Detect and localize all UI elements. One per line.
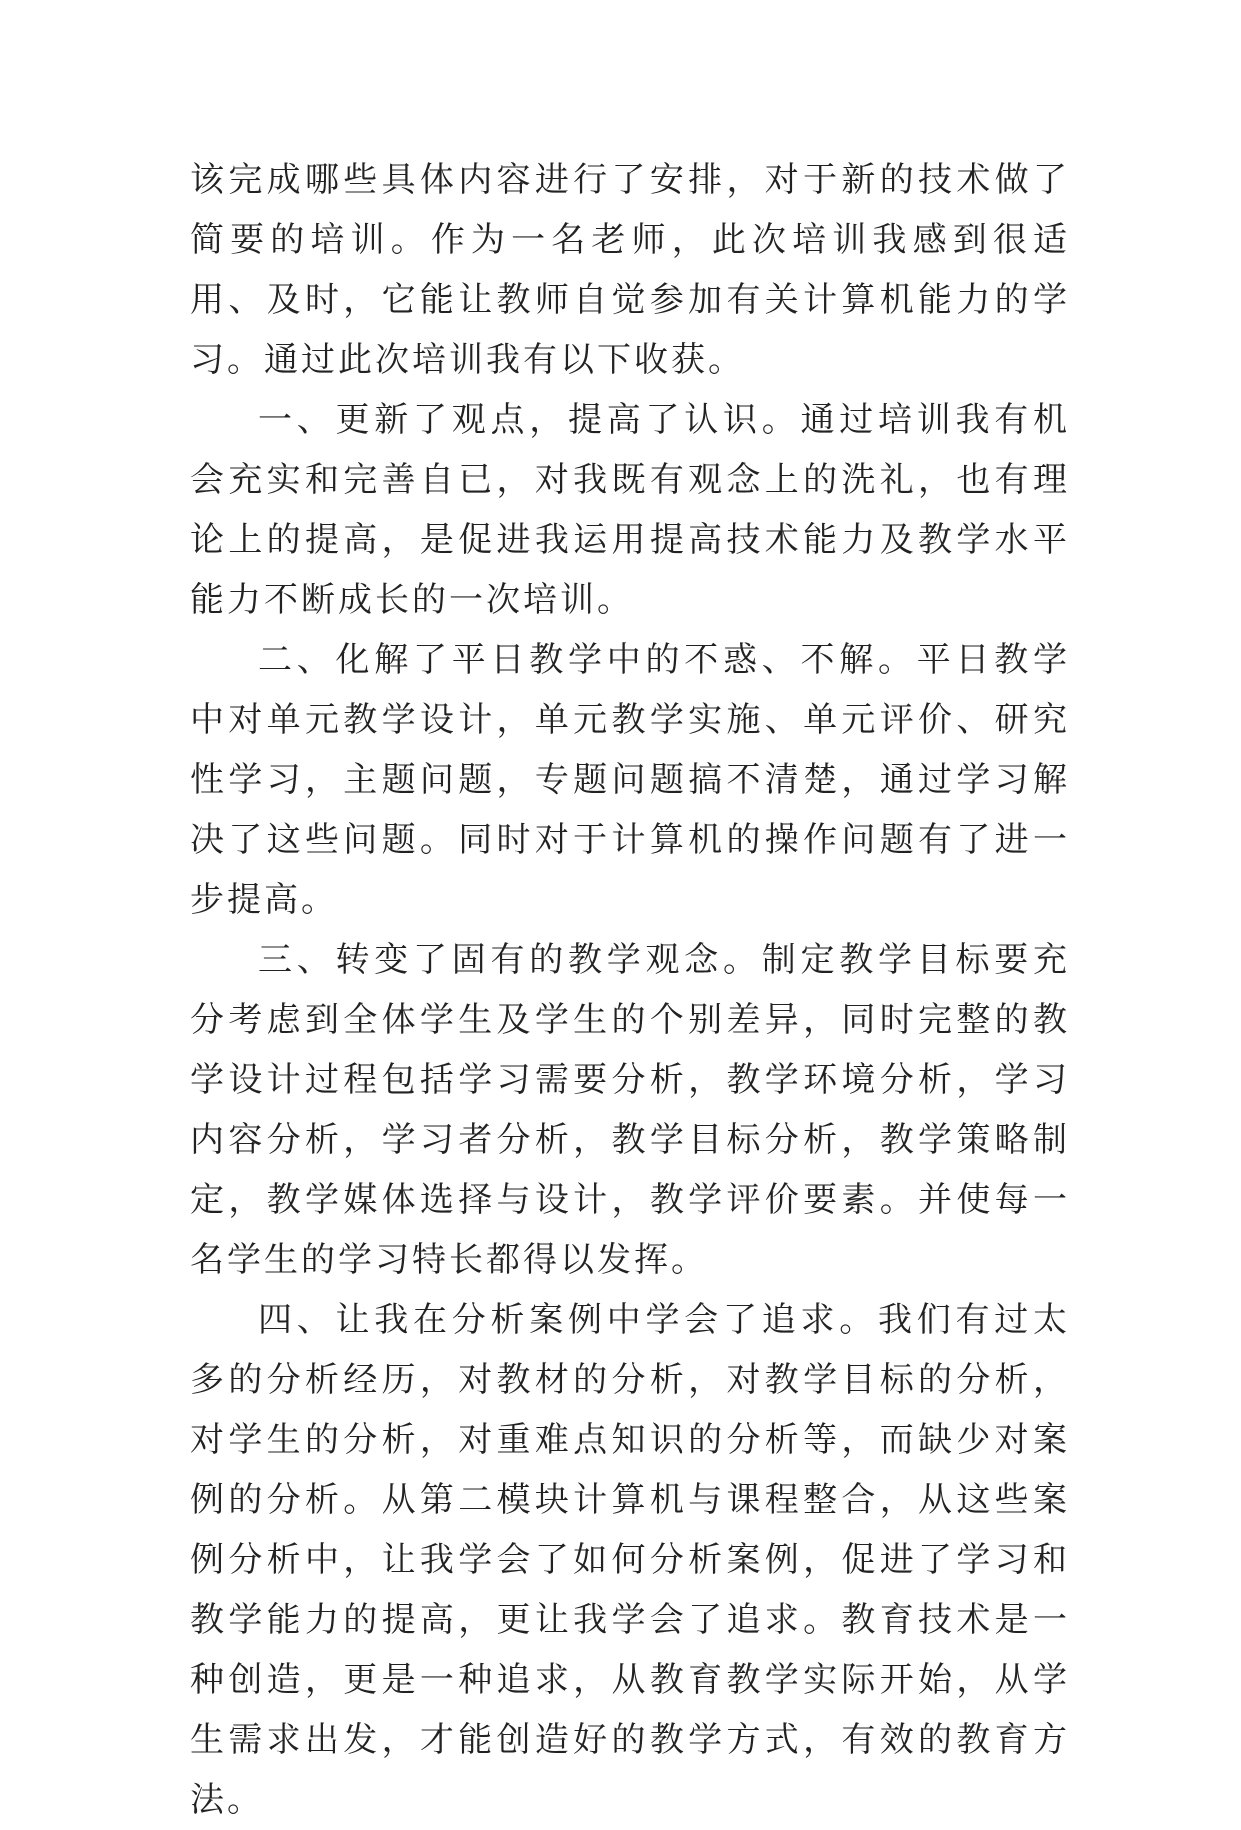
paragraph-point-one: 一、更新了观点，提高了认识。通过培训我有机会充实和完善自已，对我既有观念上的洗礼，也有理论上的提高，是促进我运用提高技术能力及教学水平能力不断成长的一次培训。 <box>190 400 1070 620</box>
paragraph-point-four: 四、让我在分析案例中学会了追求。我们有过太多的分析经历，对教材的分析，对教学目标的分析，对学生的分析，对重难点知识的分析等，而缺少对案例的分析。从第二模块计算机与课程整合，从这些案例分析中，让我学会了如何分析案例，促进了学习和教学能力的提高，更让我学会了追求。教育技术是一种创造，更是一种追求，从教育教学实际开始，从学生需求出发，才能创造好的教学方式，有效的教育方法。 <box>190 1300 1070 1820</box>
paragraph-point-three: 三、转变了固有的教学观念。制定教学目标要充分考虑到全体学生及学生的个别差异，同时完整的教学设计过程包括学习需要分析，教学环境分析，学习内容分析，学习者分析，教学目标分析，教学策略制定，教学媒体选择与设计，教学评价要素。并使每一名学生的学习特长都得以发挥。 <box>190 940 1070 1280</box>
paragraph-continuation: 该完成哪些具体内容进行了安排，对于新的技术做了简要的培训。作为一名老师，此次培训我感到很适用、及时，它能让教师自觉参加有关计算机能力的学习。通过此次培训我有以下收获。 <box>190 160 1070 380</box>
document-body <box>190 150 1070 1830</box>
paragraph-point-two: 二、化解了平日教学中的不惑、不解。平日教学中对单元教学设计，单元教学实施、单元评价、研究性学习，主题问题，专题问题搞不清楚，通过学习解决了这些问题。同时对于计算机的操作问题有了进一步提高。 <box>190 640 1070 920</box>
